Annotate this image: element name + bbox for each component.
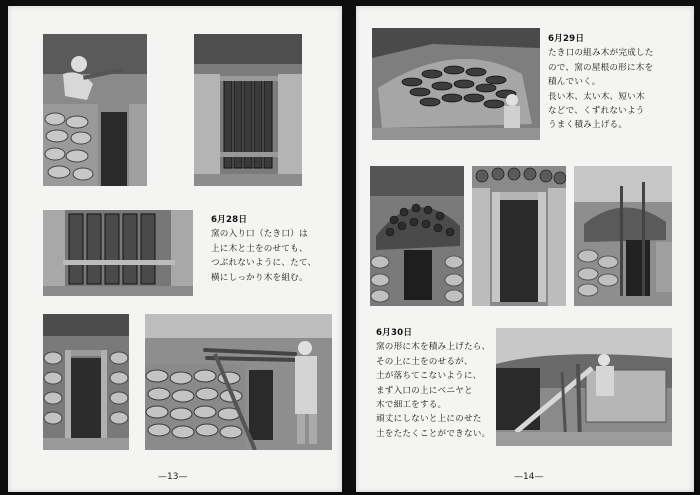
page-number: —13— xyxy=(158,472,188,482)
caption-line: その上に土をのせるが、 xyxy=(376,356,473,367)
caption-line: 土が落ちてこないように、 xyxy=(376,371,482,382)
caption-line: 窯の入り口（たき口）は xyxy=(211,229,308,240)
caption-june-30 xyxy=(376,326,490,441)
caption-june-28 xyxy=(211,213,316,285)
caption-june-29 xyxy=(548,32,654,133)
photo-vertical-log-entrance xyxy=(194,34,302,186)
caption-line: たき口の組み木が完成した xyxy=(548,48,654,59)
caption-line: まず入口の上にベニヤと xyxy=(376,385,473,396)
caption-line: 積んでいく。 xyxy=(548,77,601,88)
photo-plywood-entrance-work xyxy=(496,328,672,446)
caption-date: 6月29日 xyxy=(548,34,585,44)
caption-date: 6月30日 xyxy=(376,328,413,338)
caption-line: ので、窯の屋根の形に木を xyxy=(548,62,654,73)
caption-line: 横にしっかり木を組む。 xyxy=(211,272,308,283)
caption-line: 上に木と土をのせても、 xyxy=(211,243,308,254)
caption-line: うまく積み上げる。 xyxy=(548,120,628,131)
caption-date: 6月28日 xyxy=(211,215,248,225)
photo-kiln-with-poles xyxy=(574,166,672,306)
caption-line: などで、くずれないよう xyxy=(548,106,645,117)
photo-kiln-dome-logs xyxy=(370,166,464,306)
photo-stone-wall-door-frame xyxy=(43,314,129,450)
left-page xyxy=(8,6,342,492)
photo-worker-on-stone-wall xyxy=(43,34,147,186)
right-page xyxy=(356,6,694,492)
page-number: —14— xyxy=(514,472,544,482)
caption-line: 窯の形に木を積み上げたら、 xyxy=(376,342,491,353)
photo-kiln-with-worker xyxy=(145,314,332,450)
caption-line: 頑丈にしないと上にのせた xyxy=(376,414,482,425)
photo-kiln-roof-logs xyxy=(372,28,540,140)
caption-line: つぶれないように、たて、 xyxy=(211,258,317,269)
caption-line: 長い木、太い木、短い木 xyxy=(548,91,645,102)
photo-log-frame-closeup xyxy=(43,210,193,296)
caption-line: 木で細工をする。 xyxy=(376,400,447,411)
caption-line: 土をたたくことができない。 xyxy=(376,428,491,439)
photo-door-frame-closeup xyxy=(472,166,566,306)
